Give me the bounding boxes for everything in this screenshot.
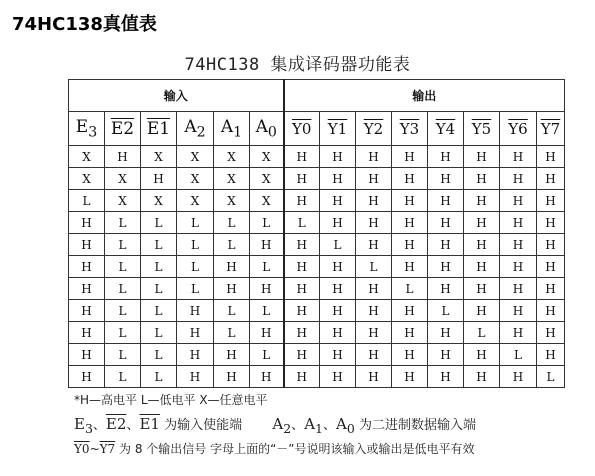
table-cell: H [320,322,356,344]
table-cell: L [250,212,284,234]
output-group-header: 输出 [284,80,565,112]
output-note-text: 为 8 个输出信号 字母上面的“－”号说明该输入或输出是低电平有效 [119,442,475,456]
output-note: Y0~Y7 为 8 个输出信号 字母上面的“－”号说明该输入或输出是低电平有效 [74,442,475,456]
table-cell: H [392,168,428,190]
input-group-header: 输入 [69,80,284,112]
table-cell: X [177,190,214,212]
col-header-input-1: E2 [105,112,141,146]
table-cell: H [392,300,428,322]
col-header-output-1: Y1 [320,112,356,146]
table-row [69,234,565,256]
table-cell: H [392,366,428,388]
table-cell: L [214,234,250,256]
col-header-output-2: Y2 [356,112,392,146]
table-row [69,278,565,300]
table-cell: L [284,212,320,234]
table-cell: X [214,146,250,168]
table-cell: H [214,278,250,300]
table-cell: H [69,256,105,278]
table-cell: H [177,300,214,322]
table-cell: H [284,300,320,322]
table-row [69,212,565,234]
table-cell: H [69,278,105,300]
table-cell: L [105,344,141,366]
table-cell: H [392,190,428,212]
table-row [69,168,565,190]
table-cell: H [284,168,320,190]
table-cell: H [320,190,356,212]
table-cell: X [69,168,105,190]
table-cell: H [537,344,565,366]
table-cell: H [105,146,141,168]
table-cell: L [214,212,250,234]
table-cell: H [464,344,500,366]
table-cell: H [284,366,320,388]
col-header-output-7: Y7 [537,112,565,146]
table-cell: X [105,168,141,190]
table-cell: X [177,146,214,168]
table-cell: L [177,212,214,234]
table-cell: L [464,322,500,344]
table-cell: H [320,212,356,234]
table-row [69,300,565,322]
table-cell: L [105,212,141,234]
table-cell: H [356,146,392,168]
col-header-input-5: $A_0$ [250,112,284,146]
table-row [69,366,565,388]
col-header-output-0: Y0 [284,112,320,146]
table-cell: L [105,322,141,344]
table-cell: H [428,322,464,344]
table-cell: H [284,234,320,256]
table-cell: H [464,146,500,168]
table-cell: H [320,256,356,278]
table-cell: H [392,212,428,234]
table-cell: H [320,344,356,366]
table-cell: H [356,366,392,388]
table-cell: H [428,278,464,300]
table-cell: H [69,322,105,344]
table-cell: H [537,256,565,278]
table-cell: H [214,256,250,278]
table-cell: H [392,146,428,168]
table-cell: H [464,234,500,256]
table-cell: X [141,190,177,212]
table-cell: H [284,322,320,344]
col-header-output-6: Y6 [500,112,537,146]
table-cell: H [464,366,500,388]
table-cell: H [356,190,392,212]
table-cell: X [141,146,177,168]
table-cell: H [356,234,392,256]
table-cell: L [141,344,177,366]
table-cell: L [141,212,177,234]
table-cell: H [69,300,105,322]
table-cell: H [320,366,356,388]
col-header-input-3: $A_2$ [177,112,214,146]
table-cell: L [105,366,141,388]
table-cell: H [250,322,284,344]
table-cell: H [214,366,250,388]
table-cell: H [69,344,105,366]
table-cell: H [320,278,356,300]
table-cell: H [464,168,500,190]
table-row [69,146,565,168]
table-cell: H [537,278,565,300]
table-cell: X [214,190,250,212]
table-cell: H [537,212,565,234]
table-cell: H [500,322,537,344]
table-cell: L [214,322,250,344]
table-cell: H [392,322,428,344]
table-cell: H [356,212,392,234]
table-cell: H [141,168,177,190]
table-cell: H [464,256,500,278]
table-cell: H [464,300,500,322]
note-a2: $A_2$ [272,415,292,436]
table-cell: H [356,322,392,344]
table-cell: H [392,234,428,256]
table-cell: H [250,278,284,300]
table-cell: L [177,278,214,300]
table-cell: L [105,300,141,322]
col-header-input-0: $E_3$ [69,112,105,146]
address-note-text: 为二进制数据输入端 [358,418,476,433]
table-cell: H [214,344,250,366]
table-cell: H [356,278,392,300]
table-cell: L [177,256,214,278]
note-e2-bar: E2 [105,415,127,433]
table-cell: H [320,168,356,190]
table-cell: H [356,168,392,190]
table-cell: H [177,366,214,388]
table-cell: H [500,300,537,322]
table-cell: H [428,344,464,366]
table-cell: H [177,322,214,344]
note-e3: $E_3$ [74,415,93,436]
table-cell: L [214,300,250,322]
table-cell: L [537,366,565,388]
col-header-input-4: $A_1$ [214,112,250,146]
table-cell: H [500,168,537,190]
table-cell: H [428,366,464,388]
col-header-input-2: E1 [141,112,177,146]
table-cell: H [500,212,537,234]
table-cell: L [320,234,356,256]
table-cell: L [105,234,141,256]
col-header-output-4: Y4 [428,112,464,146]
table-cell: H [500,256,537,278]
input-note: $E_3$、E2、E1 为输入使能端 $A_2$、$A_1$、$A_0$ 为二进制数据输入端 [74,415,476,436]
table-cell: H [537,190,565,212]
note-a1: $A_1$ [304,415,323,436]
table-cell: L [428,300,464,322]
col-header-output-3: Y3 [392,112,428,146]
table-cell: H [320,146,356,168]
table-cell: L [105,278,141,300]
table-row [69,344,565,366]
table-cell: X [250,190,284,212]
table-cell: H [500,278,537,300]
table-cell: H [356,344,392,366]
table-cell: H [537,146,565,168]
table-cell: H [320,300,356,322]
table-cell: H [464,212,500,234]
table-cell: H [392,344,428,366]
table-cell: H [428,234,464,256]
table-cell: H [284,190,320,212]
table-cell: X [177,168,214,190]
table-cell: L [141,278,177,300]
table-cell: H [356,300,392,322]
legend-note: *H—高电平 L—低电平 X—任意电平 [74,393,268,407]
table-cell: H [284,344,320,366]
table-cell: L [250,300,284,322]
table-cell: H [69,366,105,388]
table-cell: L [500,344,537,366]
table-cell: H [284,278,320,300]
table-cell: H [500,366,537,388]
truth-table [68,79,565,388]
column-header-row [69,112,565,146]
col-header-output-5: Y5 [464,112,500,146]
table-cell: H [428,212,464,234]
group-header-row [69,80,565,112]
table-cell: H [537,300,565,322]
table-cell: H [537,168,565,190]
table-cell: L [250,256,284,278]
table-cell: H [464,278,500,300]
table-cell: H [500,146,537,168]
table-cell: L [356,256,392,278]
table-cell: H [428,190,464,212]
table-cell: X [250,168,284,190]
table-cell: L [141,322,177,344]
table-cell: L [141,234,177,256]
table-cell: H [69,212,105,234]
table-cell: H [428,168,464,190]
table-cell: H [537,322,565,344]
note-y0-bar: Y0 [74,442,90,456]
table-row [69,190,565,212]
table-cell: L [141,300,177,322]
table-cell: H [284,146,320,168]
note-y7-bar: Y7 [99,442,116,456]
note-e1-bar: E1 [139,415,160,433]
table-title: 74HC138 集成译码器功能表 [184,55,411,75]
table-row [69,322,565,344]
table-cell: X [250,146,284,168]
table-cell: X [69,146,105,168]
table-cell: L [392,278,428,300]
truth-table-body [69,146,565,388]
table-cell: H [500,190,537,212]
table-cell: L [250,344,284,366]
note-a0: $A_0$ [336,415,355,436]
table-cell: X [214,168,250,190]
table-cell: H [284,256,320,278]
table-cell: L [177,234,214,256]
table-cell: H [177,344,214,366]
table-cell: L [69,190,105,212]
table-row [69,256,565,278]
table-cell: H [464,190,500,212]
table-cell: X [105,190,141,212]
table-cell: H [69,234,105,256]
table-cell: H [428,146,464,168]
table-cell: L [141,366,177,388]
enable-note-text: 为输入使能端 [164,418,243,433]
table-cell: H [428,256,464,278]
table-cell: H [392,256,428,278]
table-cell: H [537,234,565,256]
table-cell: L [141,256,177,278]
table-cell: H [250,234,284,256]
page-heading: 74HC138真值表 [12,14,157,35]
table-cell: H [250,366,284,388]
table-cell: L [105,256,141,278]
table-cell: H [500,234,537,256]
